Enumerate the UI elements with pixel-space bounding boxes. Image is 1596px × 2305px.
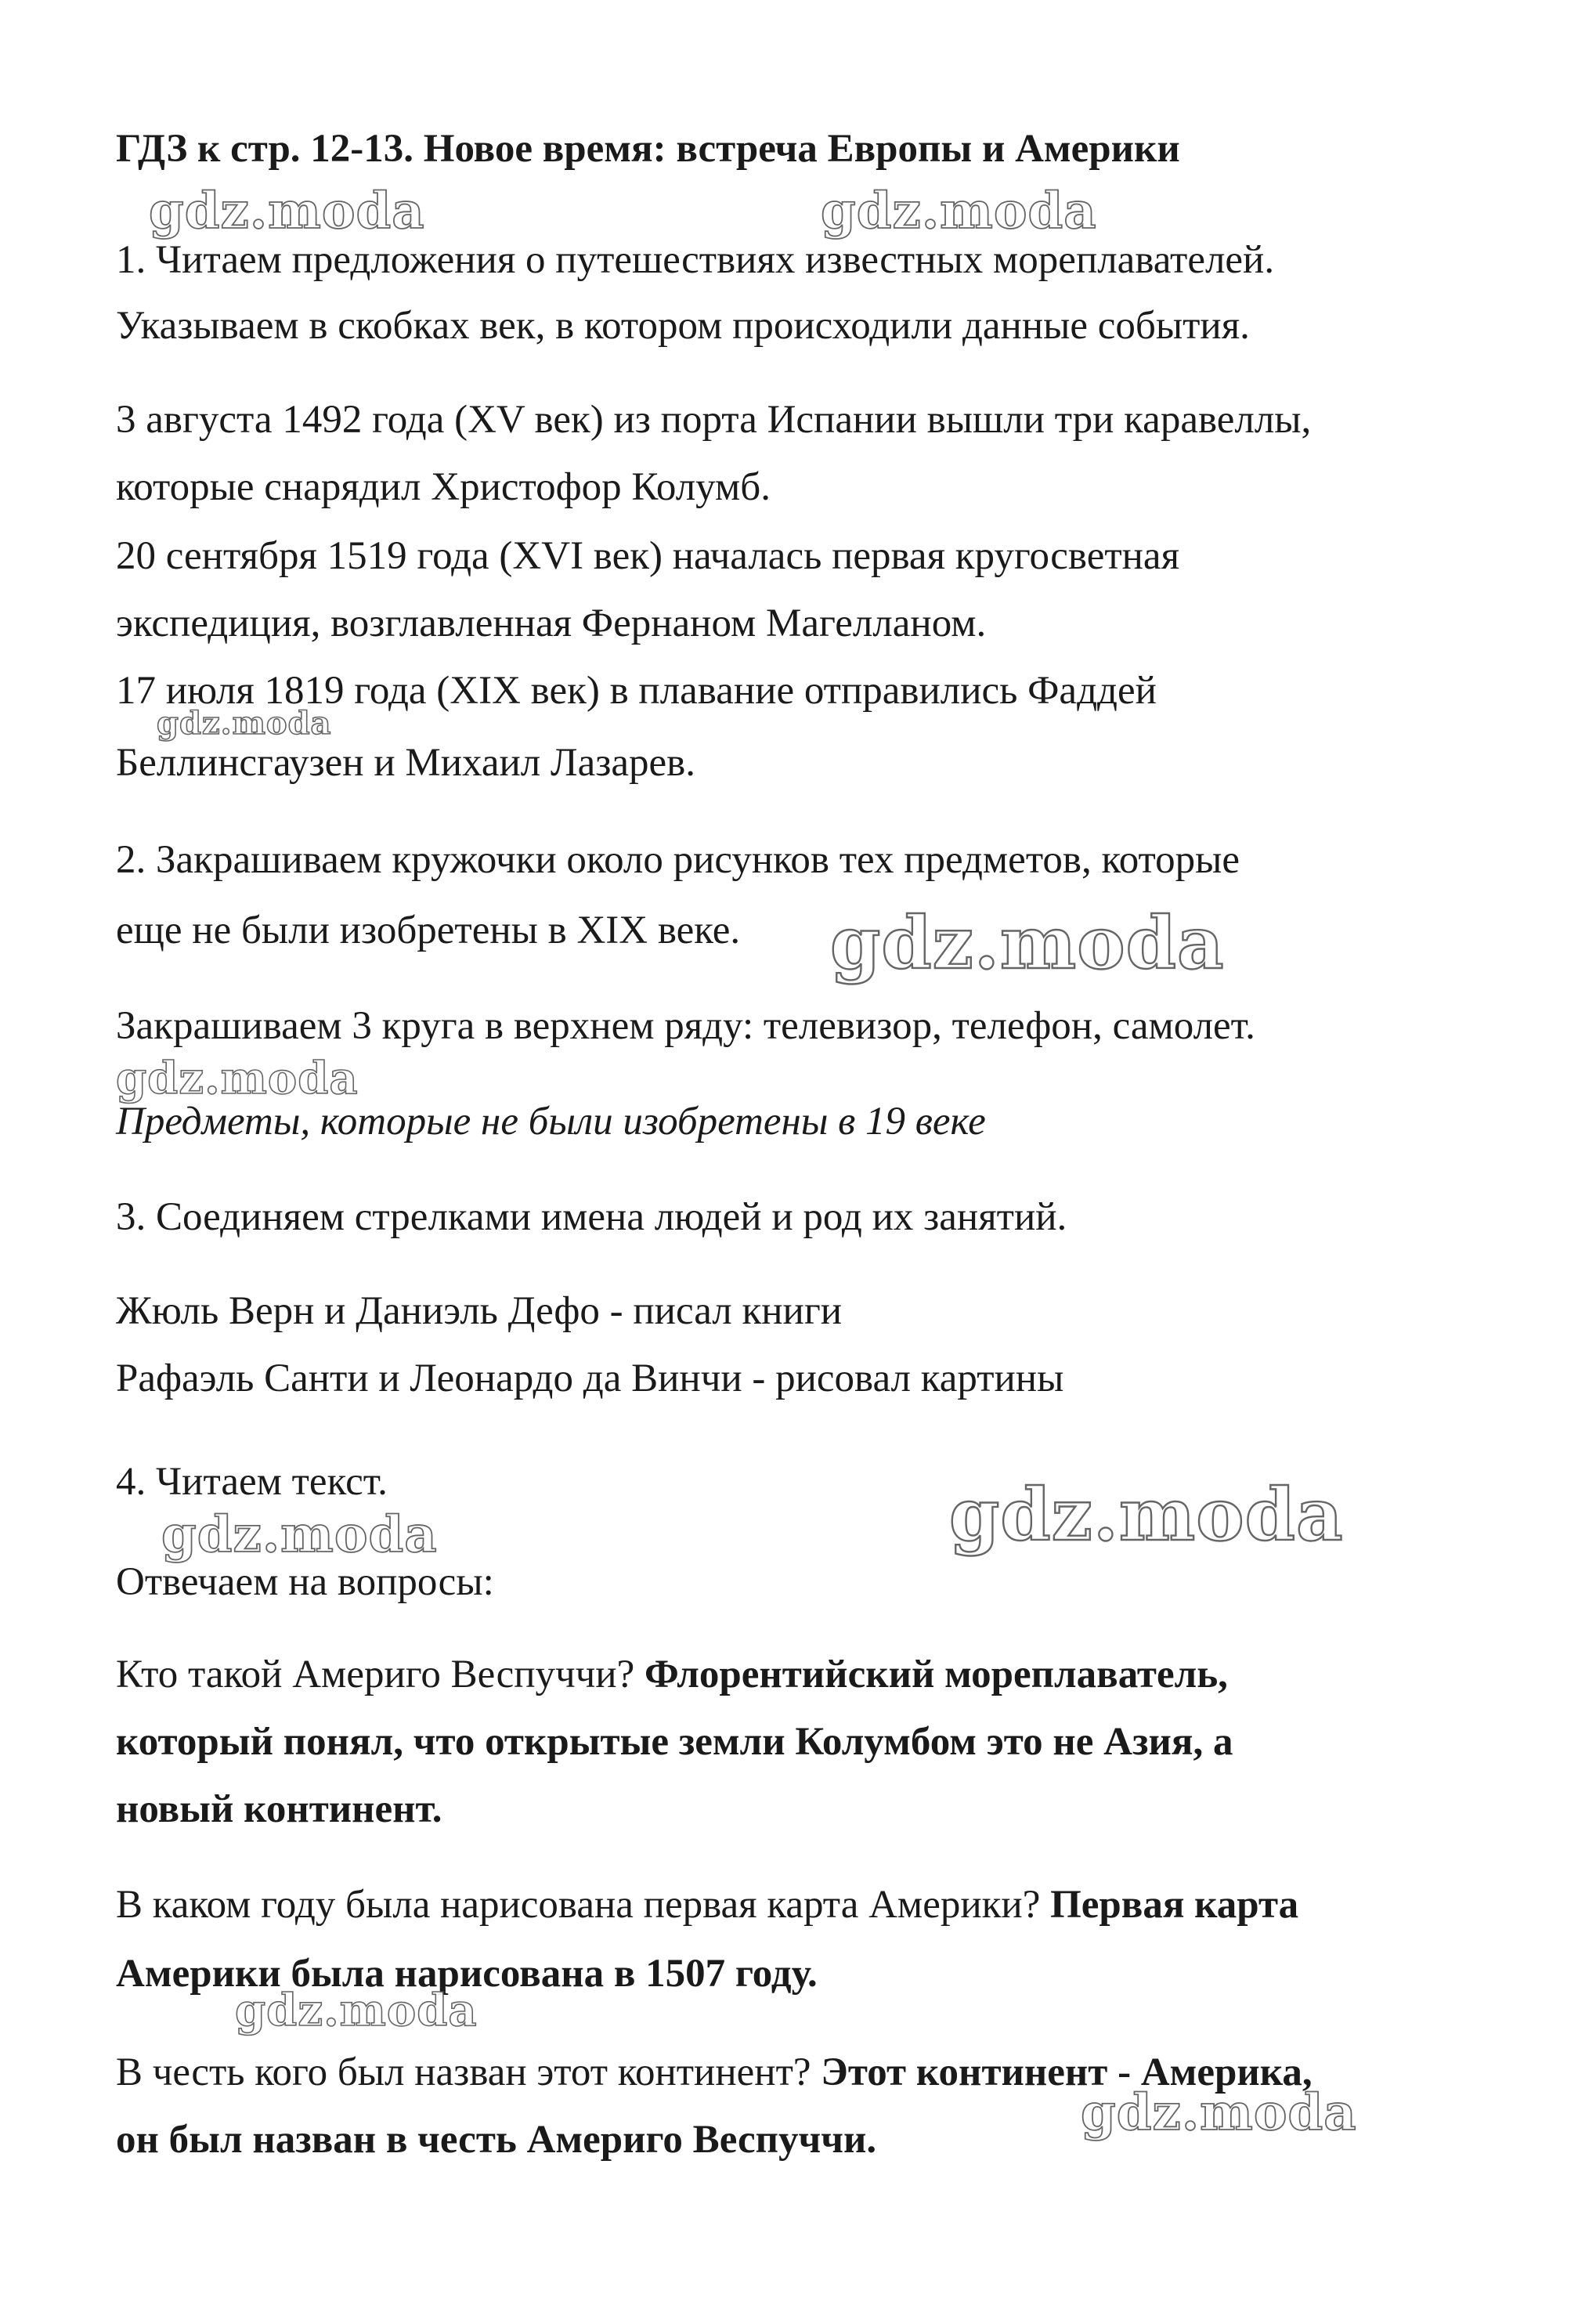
task4-answer2-part2: Америки была нарисована в 1507 году. (116, 1952, 818, 1996)
task4-question3: В честь кого был назван этот континент? (116, 2050, 811, 2094)
watermark: gdz.moda (116, 1053, 359, 1104)
task1-p1b: которые снарядил Христофор Колумб. (116, 465, 771, 509)
task4-answer2-part1: Первая карта (1050, 1883, 1299, 1927)
watermark: gdz.moda (1081, 2083, 1357, 2142)
watermark: gdz.moda (235, 1985, 478, 2036)
task1-p2b: экспедиция, возглавленная Фернаном Магелланом. (116, 602, 987, 645)
task4-answer3-part2: он был назван в честь Америго Веспуччи. (116, 2118, 877, 2162)
watermark: gdz.moda (830, 901, 1225, 985)
task1-line2: Указываем в скобках век, в котором происходили данные события. (116, 304, 1250, 348)
task4-answer1-part1: Флорентийский мореплаватель, (644, 1653, 1228, 1696)
task3-answer2: Рафаэль Санти и Леонардо да Винчи - рисовал картины (116, 1357, 1064, 1400)
task1-line1: 1. Читаем предложения о путешествиях известных мореплавателей. (116, 238, 1275, 282)
task1-p1a: 3 августа 1492 года (XV век) из порта Испании вышли три каравеллы, (116, 398, 1312, 442)
task4-answer3-part1: Этот континент - Америка, (821, 2050, 1313, 2094)
task4-question2: В каком году была нарисована первая карта Америки? (116, 1883, 1041, 1927)
task3-line1: 3. Соединяем стрелками имена людей и род их занятий. (116, 1195, 1067, 1239)
watermark: gdz.moda (821, 182, 1097, 240)
task1-p3a: 17 июля 1819 года (XIX век) в плавание отправились Фаддей (116, 669, 1157, 713)
task1-p2a: 20 сентября 1519 года (XVI век) началась первая кругосветная (116, 534, 1180, 578)
task4-line1: 4. Читаем текст. (116, 1460, 388, 1504)
task4-answer1-part2: который понял, что открытые земли Колумбом это не Азия, а (116, 1720, 1233, 1764)
task1-p3b: Беллинсгаузен и Михаил Лазарев. (116, 741, 695, 785)
task4-qa1-line1 (116, 1651, 1228, 1698)
watermark: gdz.moda (161, 1505, 438, 1564)
task2-caption: Предметы, которые не были изобретены в 19 веке (116, 1100, 986, 1143)
task3-answer1: Жюль Верн и Даниэль Дефо - писал книги (116, 1289, 843, 1333)
task4-question1: Кто такой Америго Веспуччи? (116, 1653, 635, 1696)
watermark: gdz.moda (149, 182, 425, 240)
watermark: gdz.moda (949, 1472, 1344, 1557)
page-title: ГДЗ к стр. 12-13. Новое время: встреча Европы и Америки (116, 127, 1180, 171)
task2-line2: еще не были изобретены в XIX веке. (116, 909, 741, 952)
task4-qa2-line1 (116, 1881, 1298, 1928)
task4-line2: Отвечаем на вопросы: (116, 1560, 494, 1604)
task2-line1: 2. Закрашиваем кружочки около рисунков тех предметов, которые (116, 838, 1240, 882)
task4-answer1-part3: новый континент. (116, 1787, 442, 1831)
watermark: gdz.moda (157, 705, 332, 742)
task2-answer: Закрашиваем 3 круга в верхнем ряду: телевизор, телефон, самолет. (116, 1004, 1255, 1048)
